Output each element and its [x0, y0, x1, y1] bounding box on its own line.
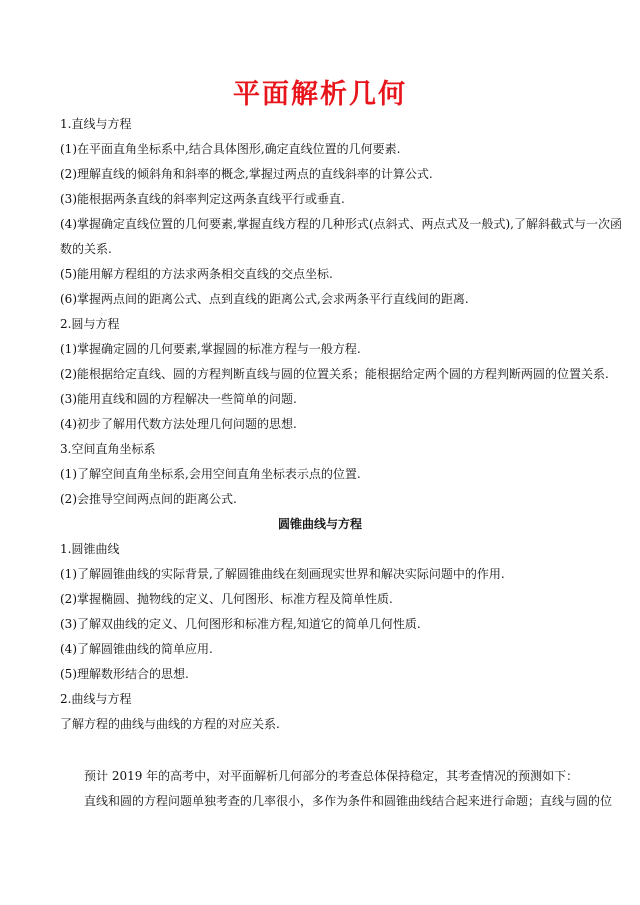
list-item: (2)理解直线的倾斜角和斜率的概念,掌握过两点的直线斜率的计算公式. — [60, 167, 433, 181]
list-item: (6)掌握两点间的距离公式、点到直线的距离公式,会求两条平行直线间的距离. — [60, 292, 469, 306]
list-item: (4)初步了解用代数方法处理几何问题的思想. — [60, 417, 297, 431]
list-item: (1)了解圆锥曲线的实际背景,了解圆锥曲线在刻画现实世界和解决实际问题中的作用. — [60, 567, 505, 581]
list-item: (4)掌握确定直线位置的几何要素,掌握直线方程的几种形式(点斜式、两点式及一般式),了解斜截式与一次函 — [60, 217, 622, 231]
list-item: (1)了解空间直角坐标系,会用空间直角坐标表示点的位置. — [60, 467, 361, 481]
forecast-paragraph: 直线和圆的方程问题单独考查的几率很小，多作为条件和圆锥曲线结合起来进行命题；直线与圆的位 — [84, 794, 613, 808]
list-item: (2)会推导空间两点间的距离公式. — [60, 492, 237, 506]
list-item: (2)能根据给定直线、圆的方程判断直线与圆的位置关系；能根据给定两个圆的方程判断两圆的位置关系. — [60, 367, 609, 381]
list-item: (4)了解圆锥曲线的简单应用. — [60, 642, 213, 656]
list-item: (5)理解数形结合的思想. — [60, 667, 189, 681]
list-item: (5)能用解方程组的方法求两条相交直线的交点坐标. — [60, 267, 333, 281]
page-title: 平面解析几何 — [233, 79, 407, 110]
list-item: (3)能根据两条直线的斜率判定这两条直线平行或垂直. — [60, 192, 345, 206]
section-heading-line-equation: 1.直线与方程 — [60, 117, 132, 131]
section-heading-circle-equation: 2.圆与方程 — [60, 317, 120, 331]
section-heading-space-coordinates: 3.空间直角坐标系 — [60, 442, 156, 456]
list-item-continuation: 数的关系. — [60, 242, 112, 256]
section-subtitle: 圆锥曲线与方程 — [277, 517, 362, 531]
section-heading-conic-sections: 1.圆锥曲线 — [60, 542, 120, 556]
list-item: (3)了解双曲线的定义、几何图形和标准方程,知道它的简单几何性质. — [60, 617, 421, 631]
list-item: (2)掌握椭圆、抛物线的定义、几何图形、标准方程及简单性质. — [60, 592, 393, 606]
list-item: 了解方程的曲线与曲线的方程的对应关系. — [60, 717, 280, 731]
forecast-paragraph: 预计 2019 年的高考中，对平面解析几何部分的考查总体保持稳定，其考查情况的预测如下： — [84, 769, 579, 783]
list-item: (3)能用直线和圆的方程解决一些简单的问题. — [60, 392, 297, 406]
list-item: (1)在平面直角坐标系中,结合具体图形,确定直线位置的几何要素. — [60, 142, 401, 156]
list-item: (1)掌握确定圆的几何要素,掌握圆的标准方程与一般方程. — [60, 342, 361, 356]
section-heading-curve-equation: 2.曲线与方程 — [60, 692, 132, 706]
